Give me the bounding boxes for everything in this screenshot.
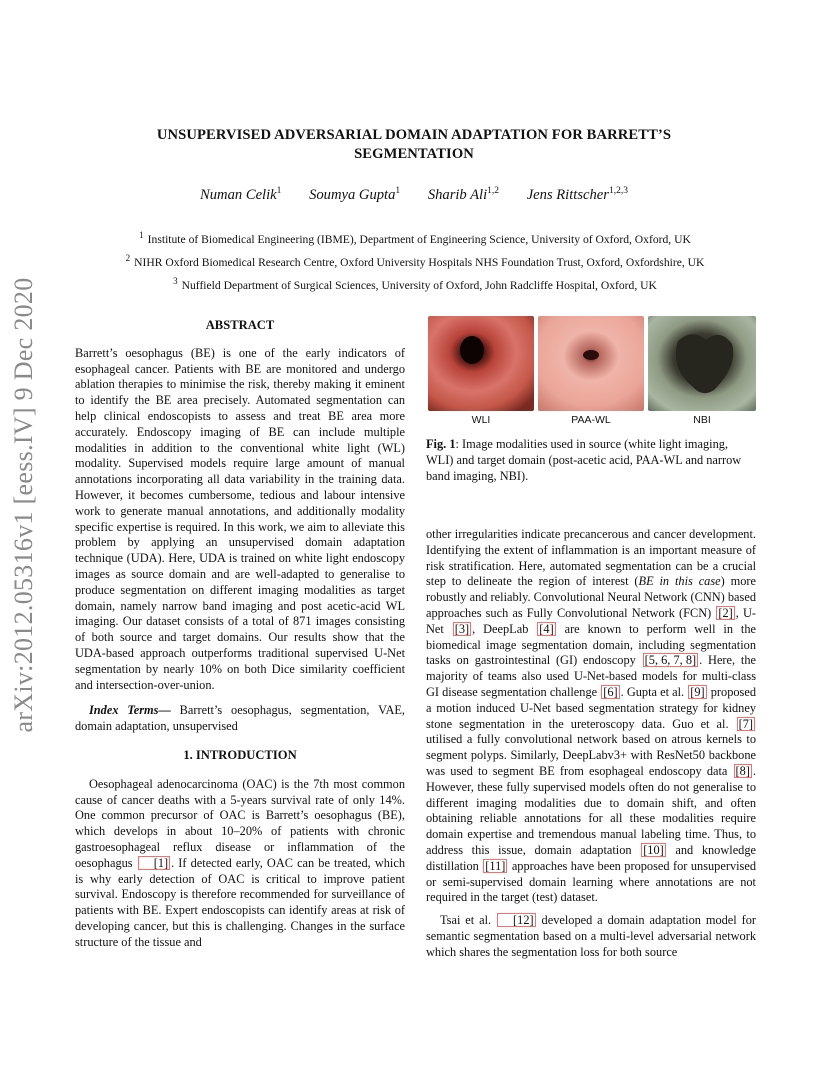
index-terms: Index Terms— Barrett’s oesophagus, segmentation, VAE, domain adaptation, unsupervised bbox=[75, 703, 405, 734]
abstract-text: Barrett’s oesophagus (BE) is one of the early indicators of esophageal cancer. Patients with BE are monitored and undergo ablation therapies to minimise the risk, thereby making it eminent to identify the BE area precisely. Automated segmentation can help clinical endoscopists to assess and treat BE area more accurately. Endoscopy imaging of BE can include multiple modalities in addition to the conventional white light (WL) modality. Supervised models require large amount of manual annotations incorporating all data variability in the training data. However, it becomes cumbersome, tedious and labour intensive work to generate manual annotations, and additionally modality specific expertise is required. In this work, we aim to alleviate this problem by applying an unsupervised domain adaptation technique (UDA). Here, UDA is trained on white light endoscopy images as source domain and are well-adapted to generalise to produce segmentation on different imaging modalities as target domain, namely narrow band imaging and post acetic-acid WL imaging. Our dataset consists of a total of 871 images consisting of both source and target domains. Our results show that the UDA-based approach outperforms traditional supervised U-Net segmentation by nearly 10% on both Dice similarity coefficient and intersection-over-union. bbox=[75, 345, 405, 692]
intro-left-paragraph bbox=[75, 777, 405, 951]
citation-link[interactable]: [10] bbox=[643, 842, 664, 857]
citation-link[interactable]: [11] bbox=[485, 858, 506, 873]
title-line-2: SEGMENTATION bbox=[354, 146, 474, 162]
text-run: approaches have been proposed for unsupervised or semi-supervised domain learning where annotations are not required in the target (test) dataset. bbox=[426, 858, 757, 905]
italic-text: BE in this case bbox=[638, 574, 721, 589]
affiliations bbox=[60, 226, 770, 295]
affiliation: $^3$ Nuffield Department of Surgical Sciences, University of Oxford, John Radcliffe Hospital, Oxford, UK bbox=[173, 276, 657, 292]
affiliation: $^2$ NIHR Oxford Biomedical Research Centre, Oxford University Hospitals NHS Foundation Trust, Oxford, Oxfordshire, UK bbox=[125, 253, 705, 269]
citation-link[interactable]: [12] bbox=[497, 913, 536, 927]
arxiv-stamp bbox=[4, 277, 44, 733]
title-line-1: UNSUPERVISED ADVERSARIAL DOMAIN ADAPTATION FOR BARRETT’S bbox=[156, 127, 672, 143]
text-run: proposed a motion induced U-Net based segmentation strategy for kidney stone segmentation in the ureteroscopy data. Guo et al. bbox=[426, 684, 757, 731]
citation-link[interactable]: [9] bbox=[690, 684, 705, 699]
citation-link[interactable]: [1] bbox=[138, 856, 170, 870]
citation-link[interactable]: [7] bbox=[738, 716, 753, 731]
paa-wl-endoscopy-image bbox=[538, 316, 644, 411]
text-run: ) more robustly and reliably. Convolutional Neural Network (CNN) based approaches such as Fully Convolutional Network (FCN) bbox=[426, 574, 756, 620]
citation-link[interactable]: [5, 6, 7, 8] bbox=[644, 653, 697, 668]
intro-right-paragraph-2 bbox=[426, 913, 756, 960]
arxiv-stamp-text: arXiv:2012.05316v1 [eess.IV] 9 Dec 2020 bbox=[9, 277, 38, 733]
text-run: utilised a fully convolutional network based on atrous kernels to segment polyps. Similarly, DeepLabv3+ with ResNet50 backbone was used to segment BE from esophageal endoscopy data bbox=[426, 732, 756, 778]
text-run: Tsai et al. bbox=[440, 913, 497, 928]
citation-link[interactable]: [6] bbox=[603, 684, 618, 699]
text-run: , DeepLab bbox=[472, 621, 537, 636]
text-run: other irregularities indicate precancerous and cancer development. Identifying the extent of inflammation is an important measure of risk stratification. Here, automated segmentation can be a crucial step to delineate the region of interest ( bbox=[426, 527, 756, 589]
abstract-heading: ABSTRACT bbox=[205, 318, 275, 332]
text-run: . However, these fully supervised models often do not generalise to different imaging modalities due to domain shift, and often obtaining reliable annotations for all these modalities require domain expertise and tremendous manual labeling time. Thus, to address this issue, domain adaptation bbox=[426, 763, 756, 857]
text-run: . If detected early, OAC can be treated, which is why early detection of OAC is critical to improve patient survival. Endoscopy is therefore recommended for surveillance of patients with BE. Expert endoscopists can identify areas at risk of developing cancer, but this is challenging. Changes in the surface structure of the tissue and bbox=[75, 855, 405, 949]
intro-heading: 1. INTRODUCTION bbox=[183, 747, 297, 762]
affiliation: $^1$ Institute of Biomedical Engineering (IBME), Department of Engineering Science, University of Oxford, Oxford, UK bbox=[139, 230, 691, 246]
citation-link[interactable]: [4] bbox=[539, 621, 554, 636]
figure-1 bbox=[428, 316, 756, 426]
text-run: and knowledge distillation bbox=[426, 842, 756, 873]
figure-label-nbi: NBI bbox=[693, 414, 711, 426]
figure-caption: Fig. 1: Image modalities used in source (white light imaging, WLI) and target domain (post-acetic acid, PAA-WL and narrow band imaging, NBI). bbox=[426, 437, 742, 483]
author: Jens Rittscher$^{1,2,3}$ bbox=[526, 186, 628, 203]
text-run: Oesophageal adenocarcinoma (OAC) is the 7th most common cause of cancer deaths with a 5-years survival rate of only 14%. One common precursor of OAC is Barrett’s oesophagus (BE), which develops in about 10–20% of patients with chronic gastroesophageal reflux disease or inflammation of the oesophagus bbox=[75, 776, 405, 870]
left-column bbox=[75, 318, 405, 950]
paper-title bbox=[80, 126, 748, 164]
wli-endoscopy-image bbox=[428, 316, 534, 411]
text-run: , U-Net bbox=[426, 605, 756, 636]
intro-right-paragraph bbox=[426, 527, 756, 906]
author-list bbox=[80, 186, 748, 204]
author: Sharib Ali$^{1,2}$ bbox=[427, 186, 500, 203]
author: Numan Celik$^1$ bbox=[200, 186, 282, 203]
figure-label-wli: WLI bbox=[471, 414, 491, 426]
text-run: developed a domain adaptation model for semantic segmentation based on a multi-level adversarial network which shares the segmentation loss for both source bbox=[426, 913, 756, 959]
figure-label-paa-wl: PAA-WL bbox=[571, 414, 611, 426]
nbi-endoscopy-image bbox=[648, 316, 756, 411]
citation-link[interactable]: [2] bbox=[718, 605, 733, 620]
citation-link[interactable]: [8] bbox=[735, 763, 750, 778]
text-run: . Here, the majority of teams also used U-Net-based models for multi-class GI disease segmentation challenge bbox=[426, 653, 757, 699]
text-run: . Gupta et al. bbox=[620, 684, 688, 699]
right-column bbox=[426, 527, 756, 961]
citation-link[interactable]: [3] bbox=[454, 621, 470, 636]
author: Soumya Gupta$^1$ bbox=[309, 186, 401, 203]
text-run: are known to perform well in the biomedical image segmentation domain, including segmentation tasks on gastrointestinal (GI) endoscopy bbox=[426, 621, 756, 668]
